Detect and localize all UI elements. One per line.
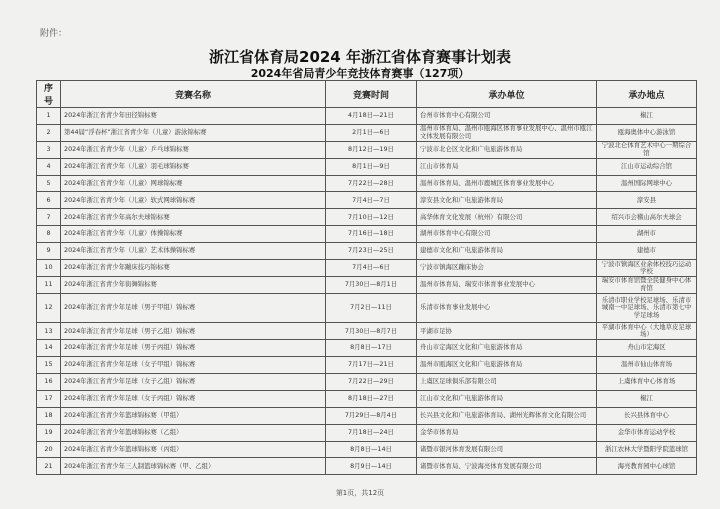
cell-no: 5 [37,175,61,192]
cell-org: 江山市体育局 [417,158,597,175]
table-row [37,441,697,458]
cell-time: 7月16日—18日 [326,226,417,243]
table-row [37,124,697,141]
cell-no: 10 [37,260,61,277]
cell-name: 2024年浙江省青少年（儿童）羽毛球锦标赛 [61,158,326,175]
cell-place: 宁波市镇海区业余体校技巧运动学校 [597,260,697,277]
cell-name: 2024年浙江省青少年（儿童）体操锦标赛 [61,226,326,243]
cell-org: 诸暨市体育局、宁波海亮体育发展有限公司 [417,458,597,475]
cell-time: 8月9日—14日 [326,458,417,475]
cell-name: 2024年浙江省青少年（儿童）艺术体操锦标赛 [61,243,326,260]
header-org: 承办单位 [417,81,597,108]
cell-name: 2024年浙江省青少年街舞锦标赛 [61,276,326,293]
table-row [37,424,697,441]
table-row [37,357,697,374]
cell-no: 15 [37,357,61,374]
cell-name: 2024年浙江省青少年足球（男子丙组）锦标赛 [61,340,326,357]
cell-no: 7 [37,209,61,226]
cell-org: 上虞区足球俱乐部有限公司 [417,373,597,390]
header-name: 竞赛名称 [61,81,326,108]
cell-name: 2024年浙江省青少年足球（男子乙组）锦标赛 [61,323,326,340]
cell-org: 温州市体育局、瑞安市体育事业发展中心 [417,276,597,293]
cell-name: 2024年浙江省青少年足球（女子甲组）锦标赛 [61,357,326,374]
table-row [37,141,697,158]
cell-no: 6 [37,192,61,209]
attachment-label: 附件： [40,29,68,39]
cell-place: 建德市 [597,243,697,260]
table-row [37,458,697,475]
table-row [37,293,697,323]
cell-name: 2024年浙江省青少年蹦床技巧锦标赛 [61,260,326,277]
cell-no: 21 [37,458,61,475]
cell-no: 17 [37,390,61,407]
cell-time: 7月22日—29日 [326,373,417,390]
table-row [37,209,697,226]
cell-no: 9 [37,243,61,260]
cell-no: 18 [37,407,61,424]
cell-time: 4月18日—21日 [326,108,417,125]
cell-org: 温州市瓯海区文化和广电旅游体育局 [417,357,597,374]
cell-name: 2024年浙江省青少年足球（女子丙组）锦标赛 [61,390,326,407]
table-row [37,340,697,357]
cell-org: 建德市文化和广电旅游体育局 [417,243,597,260]
table-row [37,323,697,340]
cell-time: 7月4日—6日 [326,260,417,277]
cell-place: 绍兴市会稽山高尔夫球会 [597,209,697,226]
cell-name: 2024年浙江省青少年足球（女子乙组）锦标赛 [61,373,326,390]
cell-time: 7月29日—8月4日 [326,407,417,424]
cell-place: 瓯海奥体中心游泳馆 [597,124,697,141]
cell-no: 12 [37,293,61,323]
cell-name: 2024年浙江省青少年（儿童）软式网球锦标赛 [61,192,326,209]
table-row [37,192,697,209]
cell-place: 舟山市定海区 [597,340,697,357]
cell-time: 8月8日—14日 [326,441,417,458]
cell-org: 金华市体育局 [417,424,597,441]
cell-place: 淳安县 [597,192,697,209]
cell-org: 宁波市镇海区蹦床协会 [417,260,597,277]
cell-time: 7月30日—8月1日 [326,276,417,293]
cell-org: 乐清市体育事业发展中心 [417,293,597,323]
header-no: 序号 [37,81,61,108]
cell-org: 诸暨市银河体育发展有限公司 [417,441,597,458]
cell-time: 8月12日—19日 [326,141,417,158]
table-row [37,226,697,243]
cell-name: 2024年浙江省青少年高尔夫球锦标赛 [61,209,326,226]
cell-no: 3 [37,141,61,158]
cell-place: 温州国际网球中心 [597,175,697,192]
table-row [37,276,697,293]
cell-time: 7月17日—21日 [326,357,417,374]
cell-time: 7月23日—25日 [326,243,417,260]
table-row [37,373,697,390]
cell-time: 7月30日—8月7日 [326,323,417,340]
cell-name: 2024年浙江省青少年（儿童）乒乓球锦标赛 [61,141,326,158]
cell-org: 温州市体育局、温州市瓯海区体育事业发展中心、温州市瓯江文体发展有限公司 [417,124,597,141]
table-row [37,260,697,277]
table-row [37,407,697,424]
cell-place: 金华市体育运动学校 [597,424,697,441]
cell-place: 平湖市体育中心（大地草皮足球场） [597,323,697,340]
cell-name: 2024年浙江省青少年（儿童）网球锦标赛 [61,175,326,192]
table-row [37,158,697,175]
cell-name: 第44届“浮春杯”浙江省青少年（儿童）游泳锦标赛 [61,124,326,141]
table-row [37,175,697,192]
table-row [37,243,697,260]
cell-time: 8月1日—9日 [326,158,417,175]
cell-org: 平湖市足协 [417,323,597,340]
cell-org: 湖州市体育中心有限公司 [417,226,597,243]
cell-no: 2 [37,124,61,141]
table-row [37,108,697,125]
cell-no: 4 [37,158,61,175]
cell-time: 2月1日—6日 [326,124,417,141]
cell-no: 14 [37,340,61,357]
cell-place: 湖州市 [597,226,697,243]
cell-no: 8 [37,226,61,243]
page-title: 浙江省体育局2024 年浙江省体育赛事计划表 [209,48,511,66]
cell-time: 8月8日—17日 [326,340,417,357]
cell-org: 舟山市定海区文化和广电旅游体育局 [417,340,597,357]
cell-place: 温州市仙山体育场 [597,357,697,374]
cell-time: 8月18日—27日 [326,390,417,407]
cell-place: 椒江 [597,390,697,407]
cell-place: 江山市运动综合馆 [597,158,697,175]
cell-place: 上虞体育中心体育场 [597,373,697,390]
header-time: 竞赛时间 [326,81,417,108]
cell-org: 宁波市北仑区文化和广电旅游体育局 [417,141,597,158]
cell-no: 13 [37,323,61,340]
table-header-row [37,81,697,108]
cell-no: 1 [37,108,61,125]
cell-time: 7月22日—28日 [326,175,417,192]
cell-org: 淳安县文化和广电旅游体育局 [417,192,597,209]
cell-place: 海亮教育园中心球馆 [597,458,697,475]
cell-name: 2024年浙江省青少年篮球锦标赛（乙组） [61,424,326,441]
cell-name: 2024年浙江省青少年三人制篮球锦标赛（甲、乙组） [61,458,326,475]
cell-no: 16 [37,373,61,390]
cell-time: 7月18日—24日 [326,424,417,441]
cell-org: 江山市文化和广电旅游体育局 [417,390,597,407]
cell-name: 2024年浙江省青少年足球（男子甲组）锦标赛 [61,293,326,323]
cell-no: 11 [37,276,61,293]
cell-place: 长兴县体育中心 [597,407,697,424]
header-place: 承办地点 [597,81,697,108]
cell-name: 2024年浙江省青少年田径锦标赛 [61,108,326,125]
cell-no: 20 [37,441,61,458]
page-footer: 第1页，共12页 [335,489,385,497]
cell-time: 7月10日—12日 [326,209,417,226]
cell-org: 温州市体育局、温州市鹿城区体育事业发展中心 [417,175,597,192]
page-subtitle: 2024年省局青少年竞技体育赛事（127项） [250,67,470,80]
cell-place: 椒江 [597,108,697,125]
cell-place: 瑞安市体育馆暨全民健身中心体育馆 [597,276,697,293]
cell-time: 7月2日—11日 [326,293,417,323]
cell-place: 乐清市职业学校足球场、乐清市城南一中足球场、乐清市第七中学足球场 [597,293,697,323]
cell-name: 2024年浙江省青少年篮球锦标赛（甲组） [61,407,326,424]
table-row [37,390,697,407]
cell-org: 台州市体育中心有限公司 [417,108,597,125]
cell-name: 2024年浙江省青少年篮球锦标赛（丙组） [61,441,326,458]
cell-place: 宁波北仑体育艺术中心一期综合馆 [597,141,697,158]
cell-org: 长兴县文化和广电旅游体育局、湖州光辉体育文化有限公司 [417,407,597,424]
cell-place: 浙江农林大学暨阳学院篮球馆 [597,441,697,458]
events-table [36,80,697,475]
cell-no: 19 [37,424,61,441]
cell-org: 高华体育文化发展（杭州）有限公司 [417,209,597,226]
cell-time: 7月4日—7日 [326,192,417,209]
